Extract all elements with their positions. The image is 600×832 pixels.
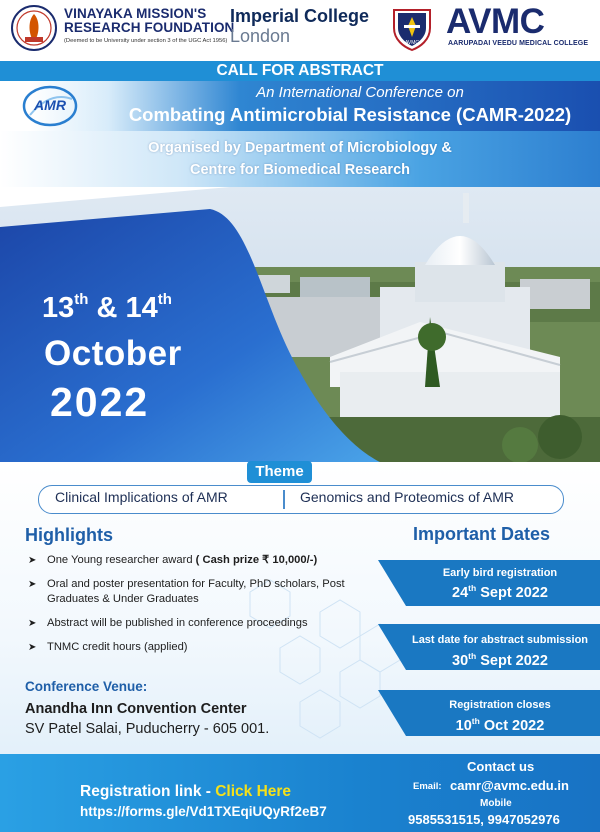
venue-name: Anandha Inn Convention Center: [25, 701, 247, 717]
registration-url-link[interactable]: https://forms.gle/Vd1TXEqiUQyRf2eB7: [80, 804, 327, 819]
highlight-text: Abstract will be published in conference proceedings: [47, 617, 308, 629]
vmrf-line1: VINAYAKA MISSION'S: [64, 6, 207, 21]
date-day: 24: [452, 585, 469, 601]
venue-address: SV Patel Salai, Puducherry - 605 001.: [25, 721, 270, 737]
event-day1-suffix: th: [74, 291, 89, 308]
highlight-text: One Young researcher award: [47, 554, 193, 566]
registration-click-here-link[interactable]: Click Here: [215, 783, 292, 800]
imperial-logo: [230, 6, 369, 46]
date-card-value: [400, 583, 600, 601]
footer: [0, 754, 600, 832]
arrow-bullet-icon: ➤: [28, 618, 37, 629]
date-card-abstract-deadline: [0, 624, 600, 670]
date-card-label: Last date for abstract submission: [411, 634, 589, 646]
avmc-title: AVMC: [446, 2, 545, 41]
event-day2: 14: [125, 292, 158, 324]
email-label: Email:: [413, 781, 442, 792]
conference-title: Combating Antimicrobial Resistance (CAMR-2022): [128, 104, 572, 125]
highlight-bold: ( Cash prize ₹ 10,000/-): [192, 554, 318, 566]
date-day: 30: [452, 653, 469, 669]
vmrf-name: [64, 7, 234, 35]
date-card-registration-closes: [0, 690, 600, 736]
date-suffix: th: [471, 716, 480, 726]
call-for-abstract-bar: CALL FOR ABSTRACT: [0, 61, 600, 81]
venue-label: Conference Venue:: [25, 679, 148, 694]
vmrf-seal-icon: [10, 4, 58, 52]
contact-title: Contact us: [467, 759, 535, 774]
event-year: 2022: [50, 379, 150, 425]
arrow-bullet-icon: ➤: [28, 555, 37, 566]
organiser-line2: Centre for Biomedical Research: [190, 162, 410, 178]
conference-title-band: [0, 81, 600, 131]
date-card-value: [400, 651, 600, 669]
highlights-title: Highlights: [25, 525, 113, 545]
organiser-line1: Organised by Department of Microbiology &: [148, 140, 452, 156]
mobile-numbers: 9585531515, 9947052976: [408, 812, 560, 827]
event-day2-suffix: th: [157, 291, 172, 308]
avmc-crest-text: AVMC: [404, 40, 420, 46]
amr-logo-text: AMR: [34, 97, 66, 113]
date-rest: Sept 2022: [476, 585, 548, 601]
theme-divider: [283, 490, 285, 509]
conference-subtitle: An International Conference on: [256, 84, 464, 101]
date-card-label: Early bird registration: [442, 567, 558, 579]
vmrf-line2: RESEARCH FOUNDATION: [64, 20, 235, 35]
date-card-label: Registration closes: [449, 699, 551, 711]
arrow-bullet-icon: ➤: [28, 579, 37, 590]
theme-item-1: Clinical Implications of AMR: [55, 489, 228, 505]
theme-label: Theme: [247, 461, 312, 483]
organiser-band: [0, 131, 600, 187]
hero-section: [0, 187, 600, 462]
important-dates-title: Important Dates: [413, 524, 551, 544]
imperial-line2: London: [230, 26, 291, 46]
date-card-value: [400, 716, 600, 734]
highlight-text: TNMC credit hours (applied): [47, 641, 188, 653]
date-day: 10: [455, 718, 472, 734]
date-suffix: th: [468, 583, 477, 593]
highlight-text: Oral and poster presentation for Faculty, PhD scholars, Post Graduates & Under Graduates: [47, 578, 345, 605]
mobile-label: Mobile: [480, 798, 512, 809]
registration-label: [80, 783, 291, 801]
imperial-line1: Imperial College: [230, 6, 370, 26]
event-days: [42, 291, 172, 325]
date-card-early-bird: [0, 560, 600, 606]
avmc-subtitle: AARUPADAI VEEDU MEDICAL COLLEGE: [448, 40, 589, 47]
organiser-text: [50, 137, 550, 181]
arrow-bullet-icon: ➤: [28, 642, 37, 653]
event-month: October: [44, 334, 182, 373]
date-suffix: th: [468, 651, 477, 661]
header-logos: [0, 0, 600, 60]
registration-text: Registration link -: [80, 783, 216, 800]
theme-item-2: Genomics and Proteomics of AMR: [300, 489, 514, 505]
amr-logo-icon: [22, 85, 78, 127]
avmc-crest-icon: [388, 4, 436, 52]
date-rest: Sept 2022: [476, 653, 548, 669]
date-rest: Oct 2022: [479, 718, 545, 734]
event-day1: 13: [42, 292, 75, 324]
vmrf-subtitle: (Deemed to be University under section 3 of the UGC Act 1956): [64, 38, 228, 44]
email-link[interactable]: camr@avmc.edu.in: [450, 778, 569, 793]
event-amp: &: [96, 292, 118, 324]
